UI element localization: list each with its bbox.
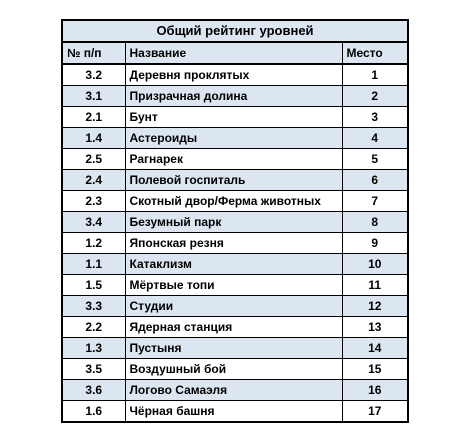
- cell-place: 13: [342, 317, 408, 338]
- table-row: [62, 296, 408, 317]
- cell-place: 17: [342, 401, 408, 423]
- column-header-number: № п/п: [62, 42, 125, 64]
- table-row: [62, 191, 408, 212]
- cell-place: 15: [342, 359, 408, 380]
- table-row: [62, 338, 408, 359]
- cell-name: Катаклизм: [125, 254, 342, 275]
- cell-place: 1: [342, 64, 408, 86]
- cell-number: 2.2: [62, 317, 125, 338]
- table-row: [62, 380, 408, 401]
- cell-number: 2.1: [62, 107, 125, 128]
- table-body: [62, 64, 408, 422]
- cell-name: Скотный двор/Ферма животных: [125, 191, 342, 212]
- cell-place: 8: [342, 212, 408, 233]
- cell-place: 14: [342, 338, 408, 359]
- ranking-table-container: [61, 19, 407, 423]
- cell-name: Пустыня: [125, 338, 342, 359]
- cell-number: 3.3: [62, 296, 125, 317]
- cell-name: Бунт: [125, 107, 342, 128]
- table-row: [62, 359, 408, 380]
- column-header-name: Название: [125, 42, 342, 64]
- cell-name: Логово Самаэля: [125, 380, 342, 401]
- cell-name: Деревня проклятых: [125, 64, 342, 86]
- cell-place: 10: [342, 254, 408, 275]
- table-row: [62, 107, 408, 128]
- cell-number: 3.6: [62, 380, 125, 401]
- cell-place: 7: [342, 191, 408, 212]
- cell-name: Полевой госпиталь: [125, 170, 342, 191]
- cell-number: 2.5: [62, 149, 125, 170]
- cell-place: 11: [342, 275, 408, 296]
- cell-name: Астероиды: [125, 128, 342, 149]
- cell-place: 12: [342, 296, 408, 317]
- cell-number: 1.6: [62, 401, 125, 423]
- table-row: [62, 401, 408, 423]
- cell-number: 1.3: [62, 338, 125, 359]
- cell-place: 2: [342, 86, 408, 107]
- cell-place: 4: [342, 128, 408, 149]
- table-row: [62, 275, 408, 296]
- table-row: [62, 212, 408, 233]
- cell-name: Рагнарек: [125, 149, 342, 170]
- table-row: [62, 86, 408, 107]
- table-row: [62, 170, 408, 191]
- cell-number: 1.1: [62, 254, 125, 275]
- cell-number: 3.5: [62, 359, 125, 380]
- table-row: [62, 317, 408, 338]
- table-title: Общий рейтинг уровней: [62, 20, 408, 42]
- cell-name: Чёрная башня: [125, 401, 342, 423]
- cell-name: Безумный парк: [125, 212, 342, 233]
- column-header-place: Место: [342, 42, 408, 64]
- cell-number: 2.3: [62, 191, 125, 212]
- cell-name: Призрачная долина: [125, 86, 342, 107]
- cell-number: 1.2: [62, 233, 125, 254]
- table-row: [62, 128, 408, 149]
- table-row: [62, 233, 408, 254]
- cell-name: Воздушный бой: [125, 359, 342, 380]
- cell-place: 3: [342, 107, 408, 128]
- table-row: [62, 254, 408, 275]
- table-row: [62, 149, 408, 170]
- cell-name: Японская резня: [125, 233, 342, 254]
- table-header-row: [62, 42, 408, 64]
- cell-place: 6: [342, 170, 408, 191]
- ranking-table: [61, 19, 409, 423]
- cell-place: 16: [342, 380, 408, 401]
- cell-name: Ядерная станция: [125, 317, 342, 338]
- cell-place: 5: [342, 149, 408, 170]
- cell-number: 3.2: [62, 64, 125, 86]
- table-row: [62, 64, 408, 86]
- cell-name: Мёртвые топи: [125, 275, 342, 296]
- cell-number: 3.4: [62, 212, 125, 233]
- cell-number: 2.4: [62, 170, 125, 191]
- cell-name: Студии: [125, 296, 342, 317]
- cell-number: 3.1: [62, 86, 125, 107]
- cell-number: 1.5: [62, 275, 125, 296]
- cell-number: 1.4: [62, 128, 125, 149]
- cell-place: 9: [342, 233, 408, 254]
